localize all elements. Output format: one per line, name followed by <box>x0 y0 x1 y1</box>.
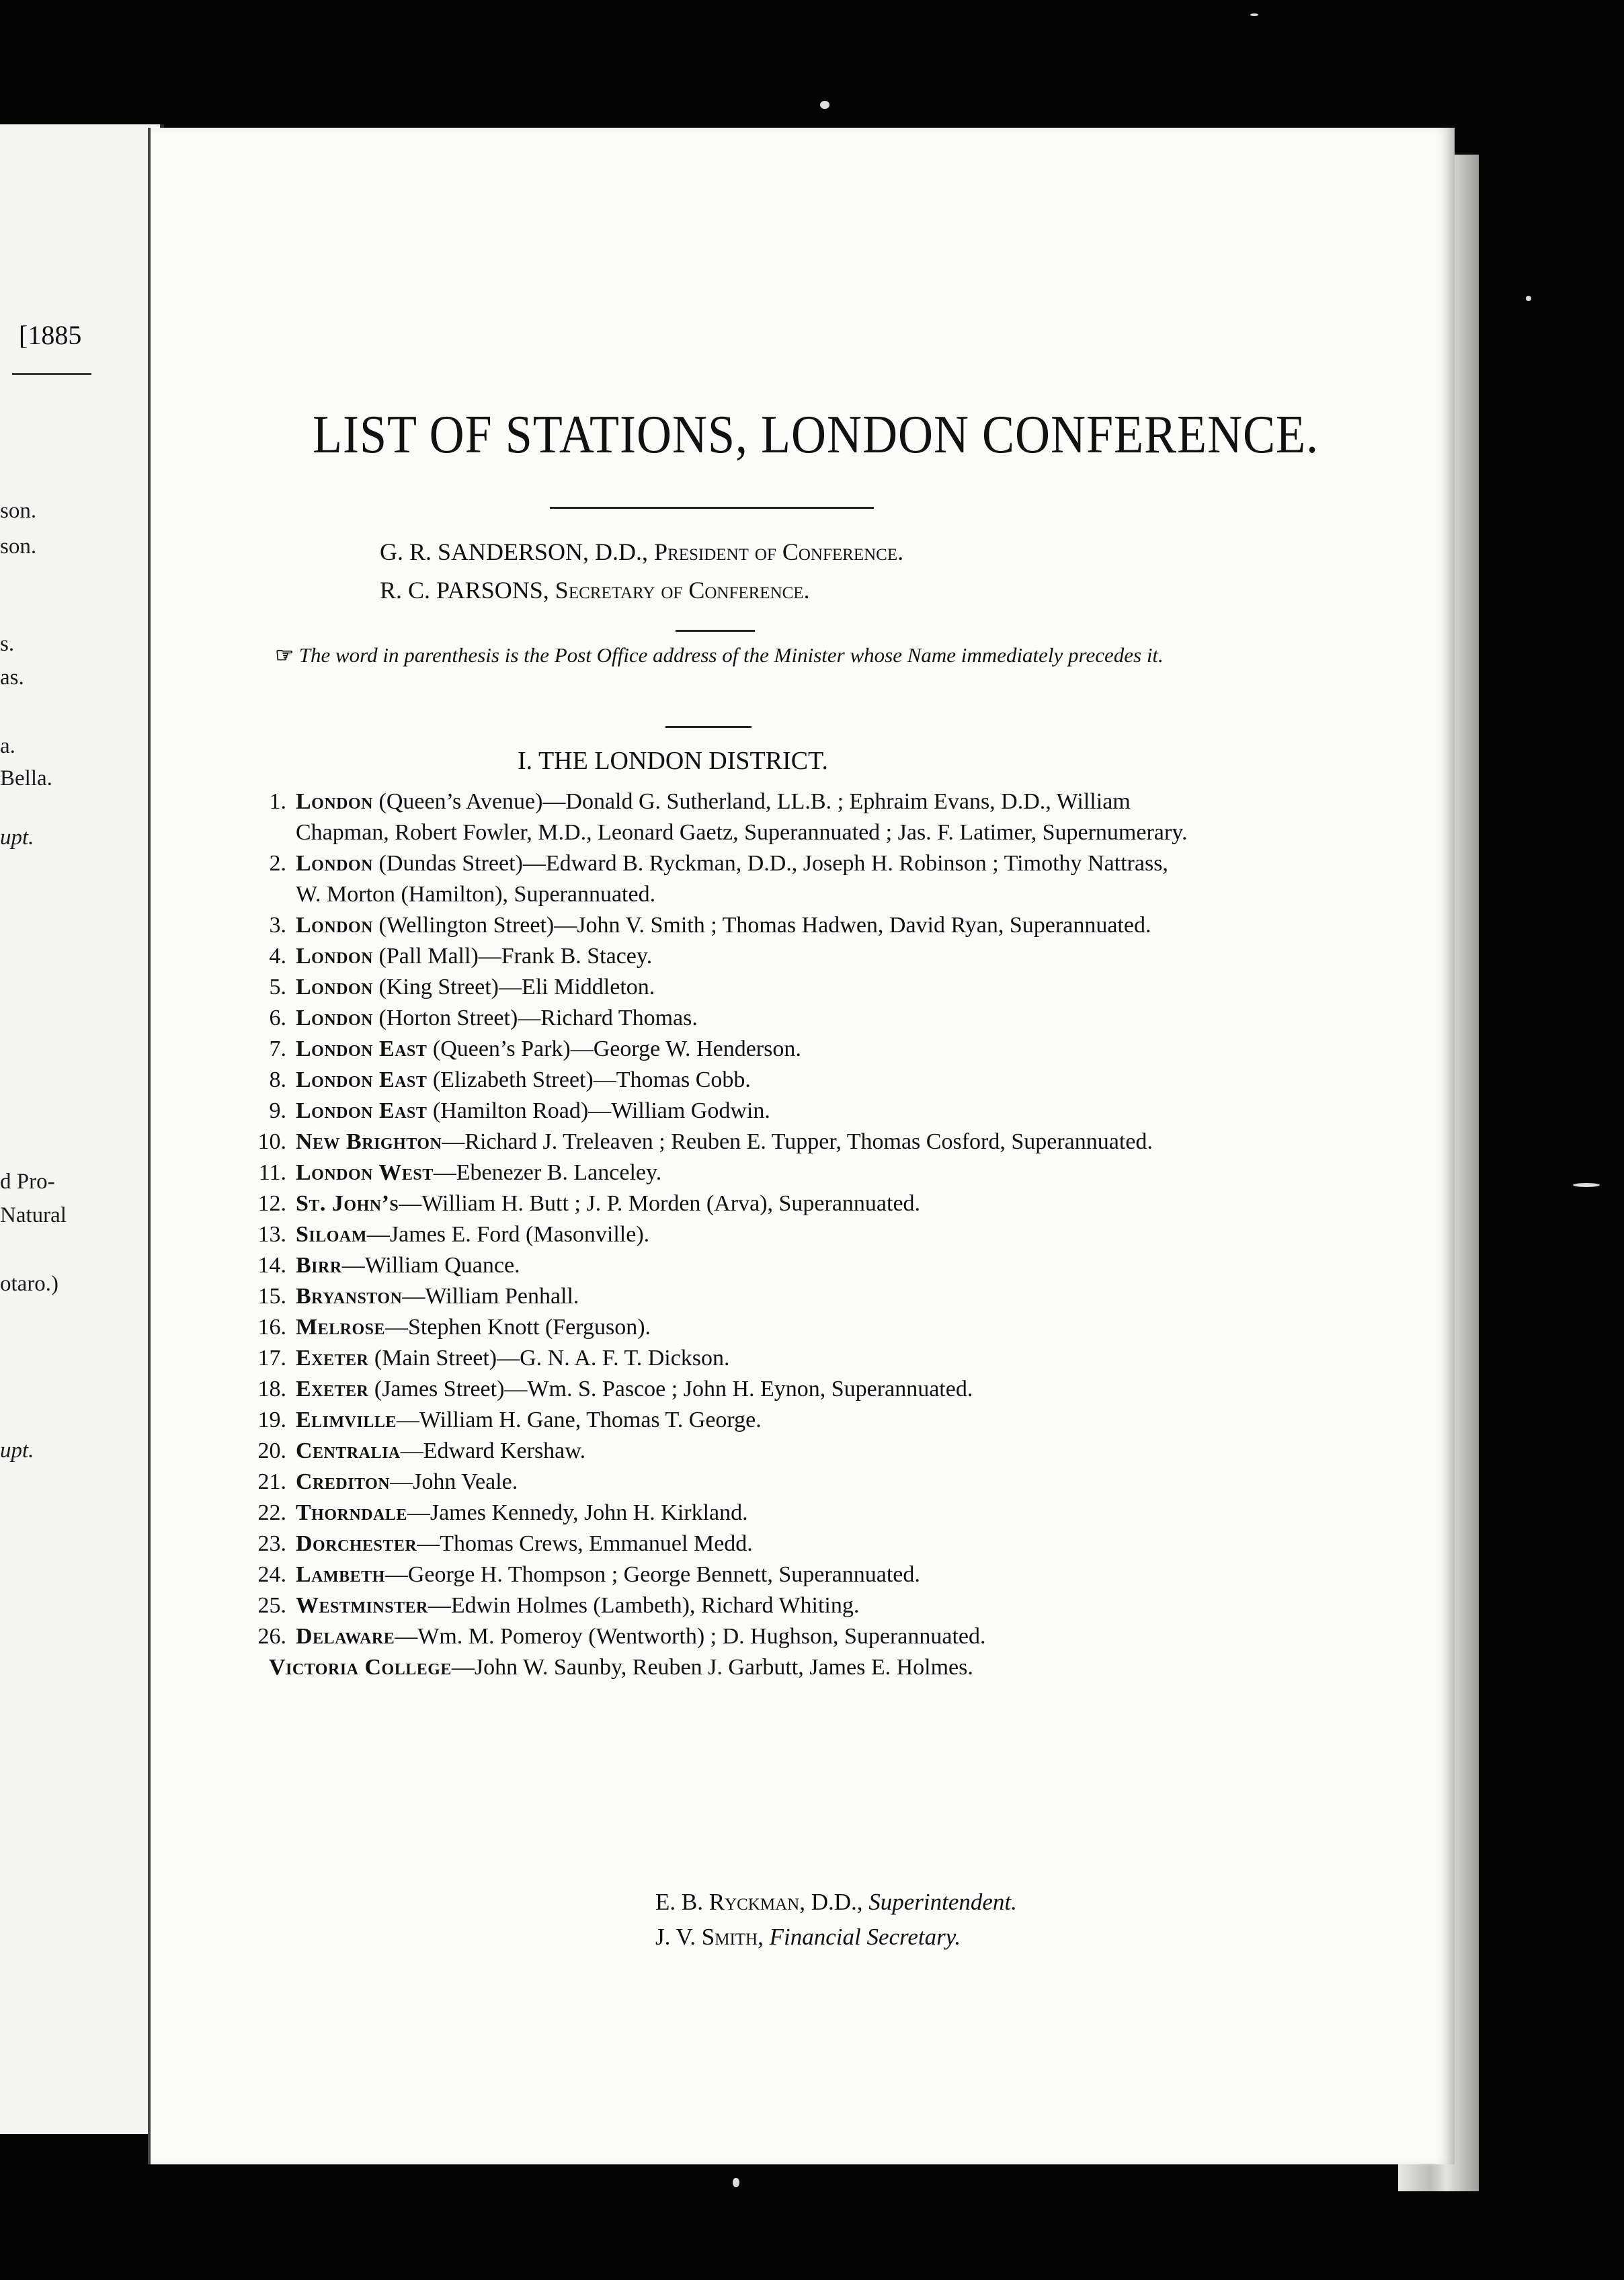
left-page <box>0 124 164 2134</box>
station-entry <box>229 848 1196 910</box>
station-place: Birr <box>296 1253 342 1278</box>
financial-secretary-role: Financial Secretary. <box>769 1924 961 1950</box>
station-entry <box>229 1127 1196 1157</box>
station-number <box>229 1127 296 1157</box>
station-number <box>229 1621 296 1652</box>
station-ministers: —John W. Saunby, Reuben J. Garbutt, James E. Holmes. <box>451 1655 973 1680</box>
station-ministers: —Stephen Knott (Ferguson). <box>384 1315 651 1340</box>
station-ministers: —Edward Kershaw. <box>400 1438 586 1463</box>
station-ministers: —George H. Thompson ; George Bennett, Superannuated. <box>384 1562 920 1587</box>
president-name: G. R. SANDERSON, D.D., <box>380 538 649 565</box>
film-speck <box>820 101 829 109</box>
station-ministers: —John Veale. <box>390 1469 518 1494</box>
station-ministers: (King Street)—Eli Middleton. <box>373 975 655 1000</box>
left-page-fragment: Natural <box>0 1203 67 1227</box>
financial-secretary-name: J. V. Smith, <box>655 1924 764 1950</box>
station-number <box>229 1590 296 1621</box>
station-place: Crediton <box>296 1469 391 1494</box>
station-number <box>229 1003 296 1034</box>
film-speck <box>1250 13 1258 16</box>
left-page-fragment: upt. <box>0 1438 34 1463</box>
superintendent-name: E. B. Ryckman, D.D., <box>655 1889 863 1915</box>
station-number-text: 15. <box>257 1284 286 1309</box>
station-number-text: 18. <box>257 1377 286 1401</box>
station-place: Siloam <box>296 1222 367 1247</box>
station-number <box>229 1065 296 1096</box>
station-number-text: 21. <box>257 1469 286 1494</box>
station-place: London West <box>296 1160 434 1185</box>
station-ministers: (Queen’s Park)—George W. Henderson. <box>427 1036 801 1061</box>
financial-secretary-signature <box>655 1924 961 1951</box>
station-number-text: 17. <box>257 1346 286 1371</box>
station-entry <box>229 1003 1196 1034</box>
station-place: London East <box>296 1067 428 1092</box>
left-page-header: [1885 <box>19 320 82 350</box>
station-ministers: (Hamilton Road)—William Godwin. <box>427 1098 770 1123</box>
station-entry <box>229 1281 1196 1312</box>
station-number-text: 1. <box>269 789 286 814</box>
station-number-text: 4. <box>269 944 286 969</box>
station-number <box>229 1188 296 1219</box>
station-place: Thorndale <box>296 1500 407 1525</box>
station-number <box>229 848 296 879</box>
station-number <box>229 1157 296 1188</box>
station-number <box>229 1250 296 1281</box>
pointing-hand-icon: ☞ <box>275 643 294 667</box>
station-place: Westminster <box>296 1593 428 1618</box>
note-rule <box>665 726 752 728</box>
left-page-fragment: son. <box>0 499 37 523</box>
note-text: The word in parenthesis is the Post Office address of the Minister whose Name immediately precedes it. <box>298 643 1164 667</box>
station-entry <box>229 1559 1196 1590</box>
station-number <box>229 1498 296 1529</box>
station-place: Melrose <box>296 1315 385 1340</box>
station-ministers: (Wellington Street)—John V. Smith ; Thomas Hadwen, David Ryan, Superannuated. <box>373 913 1151 938</box>
left-page-fragment: s. <box>0 632 15 656</box>
station-place: Lambeth <box>296 1562 385 1587</box>
president-line <box>380 538 903 566</box>
station-number-text: 5. <box>269 975 286 1000</box>
station-number <box>229 1034 296 1065</box>
station-number <box>229 941 296 972</box>
station-entry <box>229 1250 1196 1281</box>
station-entry <box>229 1219 1196 1250</box>
station-number <box>229 1559 296 1590</box>
station-place: St. John’s <box>296 1191 399 1216</box>
left-page-fragment: as. <box>0 665 24 690</box>
station-ministers: —William H. Gane, Thomas T. George. <box>396 1408 762 1432</box>
station-ministers: (Main Street)—G. N. A. F. T. Dickson. <box>368 1346 730 1371</box>
station-number <box>229 1436 296 1467</box>
page-title: LIST OF STATIONS, LONDON CONFERENCE. <box>313 404 1319 464</box>
superintendent-role: Superintendent. <box>868 1889 1017 1915</box>
station-number-text: 8. <box>269 1067 286 1092</box>
station-entry <box>229 910 1196 941</box>
station-place: London <box>296 913 374 938</box>
station-number-text: 3. <box>269 913 286 938</box>
station-entry <box>229 1188 1196 1219</box>
station-number-text: 25. <box>257 1593 286 1618</box>
station-place: London <box>296 1006 374 1030</box>
station-ministers: (Elizabeth Street)—Thomas Cobb. <box>427 1067 751 1092</box>
station-number <box>229 1529 296 1559</box>
officer-rule <box>676 630 755 632</box>
left-page-fragment: upt. <box>0 825 34 850</box>
station-ministers: —William H. Butt ; J. P. Morden (Arva), Superannuated. <box>399 1191 921 1216</box>
district-heading: I. THE LONDON DISTRICT. <box>518 747 828 775</box>
station-number <box>229 1096 296 1127</box>
station-number-text: 23. <box>257 1531 286 1556</box>
station-place: Bryanston <box>296 1284 403 1309</box>
secretary-line <box>380 576 810 604</box>
station-ministers: —William Penhall. <box>402 1284 579 1309</box>
station-ministers: —James Kennedy, John H. Kirkland. <box>407 1500 748 1525</box>
station-number <box>229 1374 296 1405</box>
station-entry <box>229 1343 1196 1374</box>
station-ministers: (Queen’s Avenue)—Donald G. Sutherland, LL.B. ; Ephraim Evans, D.D., William Chapman, Robert Fowler, M.D., Leonard Gaetz, Superannuated ; Jas. F. Latimer, Supernumerary. <box>296 789 1188 845</box>
station-number-text: 14. <box>257 1253 286 1278</box>
superintendent-signature <box>655 1889 1017 1916</box>
parenthesis-note <box>269 640 1170 671</box>
station-number-text: 19. <box>257 1408 286 1432</box>
station-number <box>229 1343 296 1374</box>
title-rule <box>550 507 874 509</box>
station-ministers: —Edwin Holmes (Lambeth), Richard Whiting. <box>428 1593 860 1618</box>
station-place: New Brighton <box>296 1129 442 1154</box>
station-entry <box>229 1096 1196 1127</box>
station-ministers: —Richard J. Treleaven ; Reuben E. Tupper, Thomas Cosford, Superannuated. <box>442 1129 1153 1154</box>
left-page-fragment: Bella. <box>0 766 52 790</box>
station-ministers: (Pall Mall)—Frank B. Stacey. <box>373 944 653 969</box>
station-entry <box>229 1065 1196 1096</box>
station-number-text: 26. <box>257 1624 286 1649</box>
station-place: Exeter <box>296 1346 369 1371</box>
station-ministers: —James E. Ford (Masonville). <box>366 1222 650 1247</box>
left-page-fragment: a. <box>0 734 15 758</box>
station-number-text: 12. <box>257 1191 286 1216</box>
station-entry <box>229 1498 1196 1529</box>
station-entry <box>229 1467 1196 1498</box>
station-ministers: (Dundas Street)—Edward B. Ryckman, D.D., Joseph H. Robinson ; Timothy Nattrass, W. Morton (Hamilton), Superannuated. <box>296 851 1168 907</box>
station-number <box>229 1467 296 1498</box>
station-number <box>229 1405 296 1436</box>
station-number-text: 6. <box>269 1006 286 1030</box>
left-page-fragment: otaro.) <box>0 1272 59 1296</box>
station-entry <box>229 786 1196 848</box>
left-page-fragment: d Pro- <box>0 1170 55 1194</box>
station-entry <box>229 1312 1196 1343</box>
station-entry <box>229 1034 1196 1065</box>
station-place: London East <box>296 1036 428 1061</box>
station-number-text: 16. <box>257 1315 286 1340</box>
station-place: Exeter <box>296 1377 369 1401</box>
station-number-text: 20. <box>257 1438 286 1463</box>
station-number-text: 22. <box>257 1500 286 1525</box>
station-entry <box>229 972 1196 1003</box>
station-place: London <box>296 851 374 876</box>
film-speck <box>1526 296 1531 301</box>
station-number-text: 24. <box>257 1562 286 1587</box>
station-number <box>229 1312 296 1343</box>
station-ministers: (Horton Street)—Richard Thomas. <box>373 1006 698 1030</box>
station-ministers: —Ebenezer B. Lanceley. <box>433 1160 662 1185</box>
station-place: Elimville <box>296 1408 397 1432</box>
station-ministers: —Thomas Crews, Emmanuel Medd. <box>417 1531 753 1556</box>
station-number-text: 7. <box>269 1036 286 1061</box>
station-place: London East <box>296 1098 428 1123</box>
station-place: Victoria College <box>269 1655 452 1680</box>
station-number <box>229 1219 296 1250</box>
left-header-rule <box>12 373 91 375</box>
station-entry <box>229 1405 1196 1436</box>
station-entry <box>229 1436 1196 1467</box>
station-entry <box>229 1157 1196 1188</box>
station-number-text: 10. <box>257 1129 286 1154</box>
station-ministers: (James Street)—Wm. S. Pascoe ; John H. Eynon, Superannuated. <box>368 1377 973 1401</box>
film-speck <box>1573 1183 1600 1187</box>
film-speck <box>733 2178 739 2187</box>
station-entry <box>229 1374 1196 1405</box>
station-number-text: 2. <box>269 851 286 876</box>
station-place: London <box>296 789 374 814</box>
station-ministers: —Wm. M. Pomeroy (Wentworth) ; D. Hughson, Superannuated. <box>395 1624 986 1649</box>
station-entry <box>229 1621 1196 1652</box>
left-page-fragment: son. <box>0 534 37 559</box>
station-entry <box>229 1529 1196 1559</box>
station-place: London <box>296 975 374 1000</box>
secretary-name: R. C. PARSONS, <box>380 577 549 604</box>
station-place: Centralia <box>296 1438 401 1463</box>
station-number-text: 11. <box>258 1160 286 1185</box>
station-number <box>229 786 296 817</box>
station-entry <box>229 1590 1196 1621</box>
station-number-text: 13. <box>257 1222 286 1247</box>
station-number-text: 9. <box>269 1098 286 1123</box>
station-number <box>229 972 296 1003</box>
secretary-role: Secretary of Conference. <box>555 577 810 604</box>
station-list <box>229 786 1196 1683</box>
station-entry <box>229 1652 1196 1683</box>
station-place: Dorchester <box>296 1531 417 1556</box>
station-place: London <box>296 944 374 969</box>
station-number <box>229 1281 296 1312</box>
station-place: Delaware <box>296 1624 395 1649</box>
station-ministers: —William Quance. <box>341 1253 520 1278</box>
station-number <box>229 910 296 941</box>
station-entry <box>229 941 1196 972</box>
president-role: President of Conference. <box>654 538 904 565</box>
